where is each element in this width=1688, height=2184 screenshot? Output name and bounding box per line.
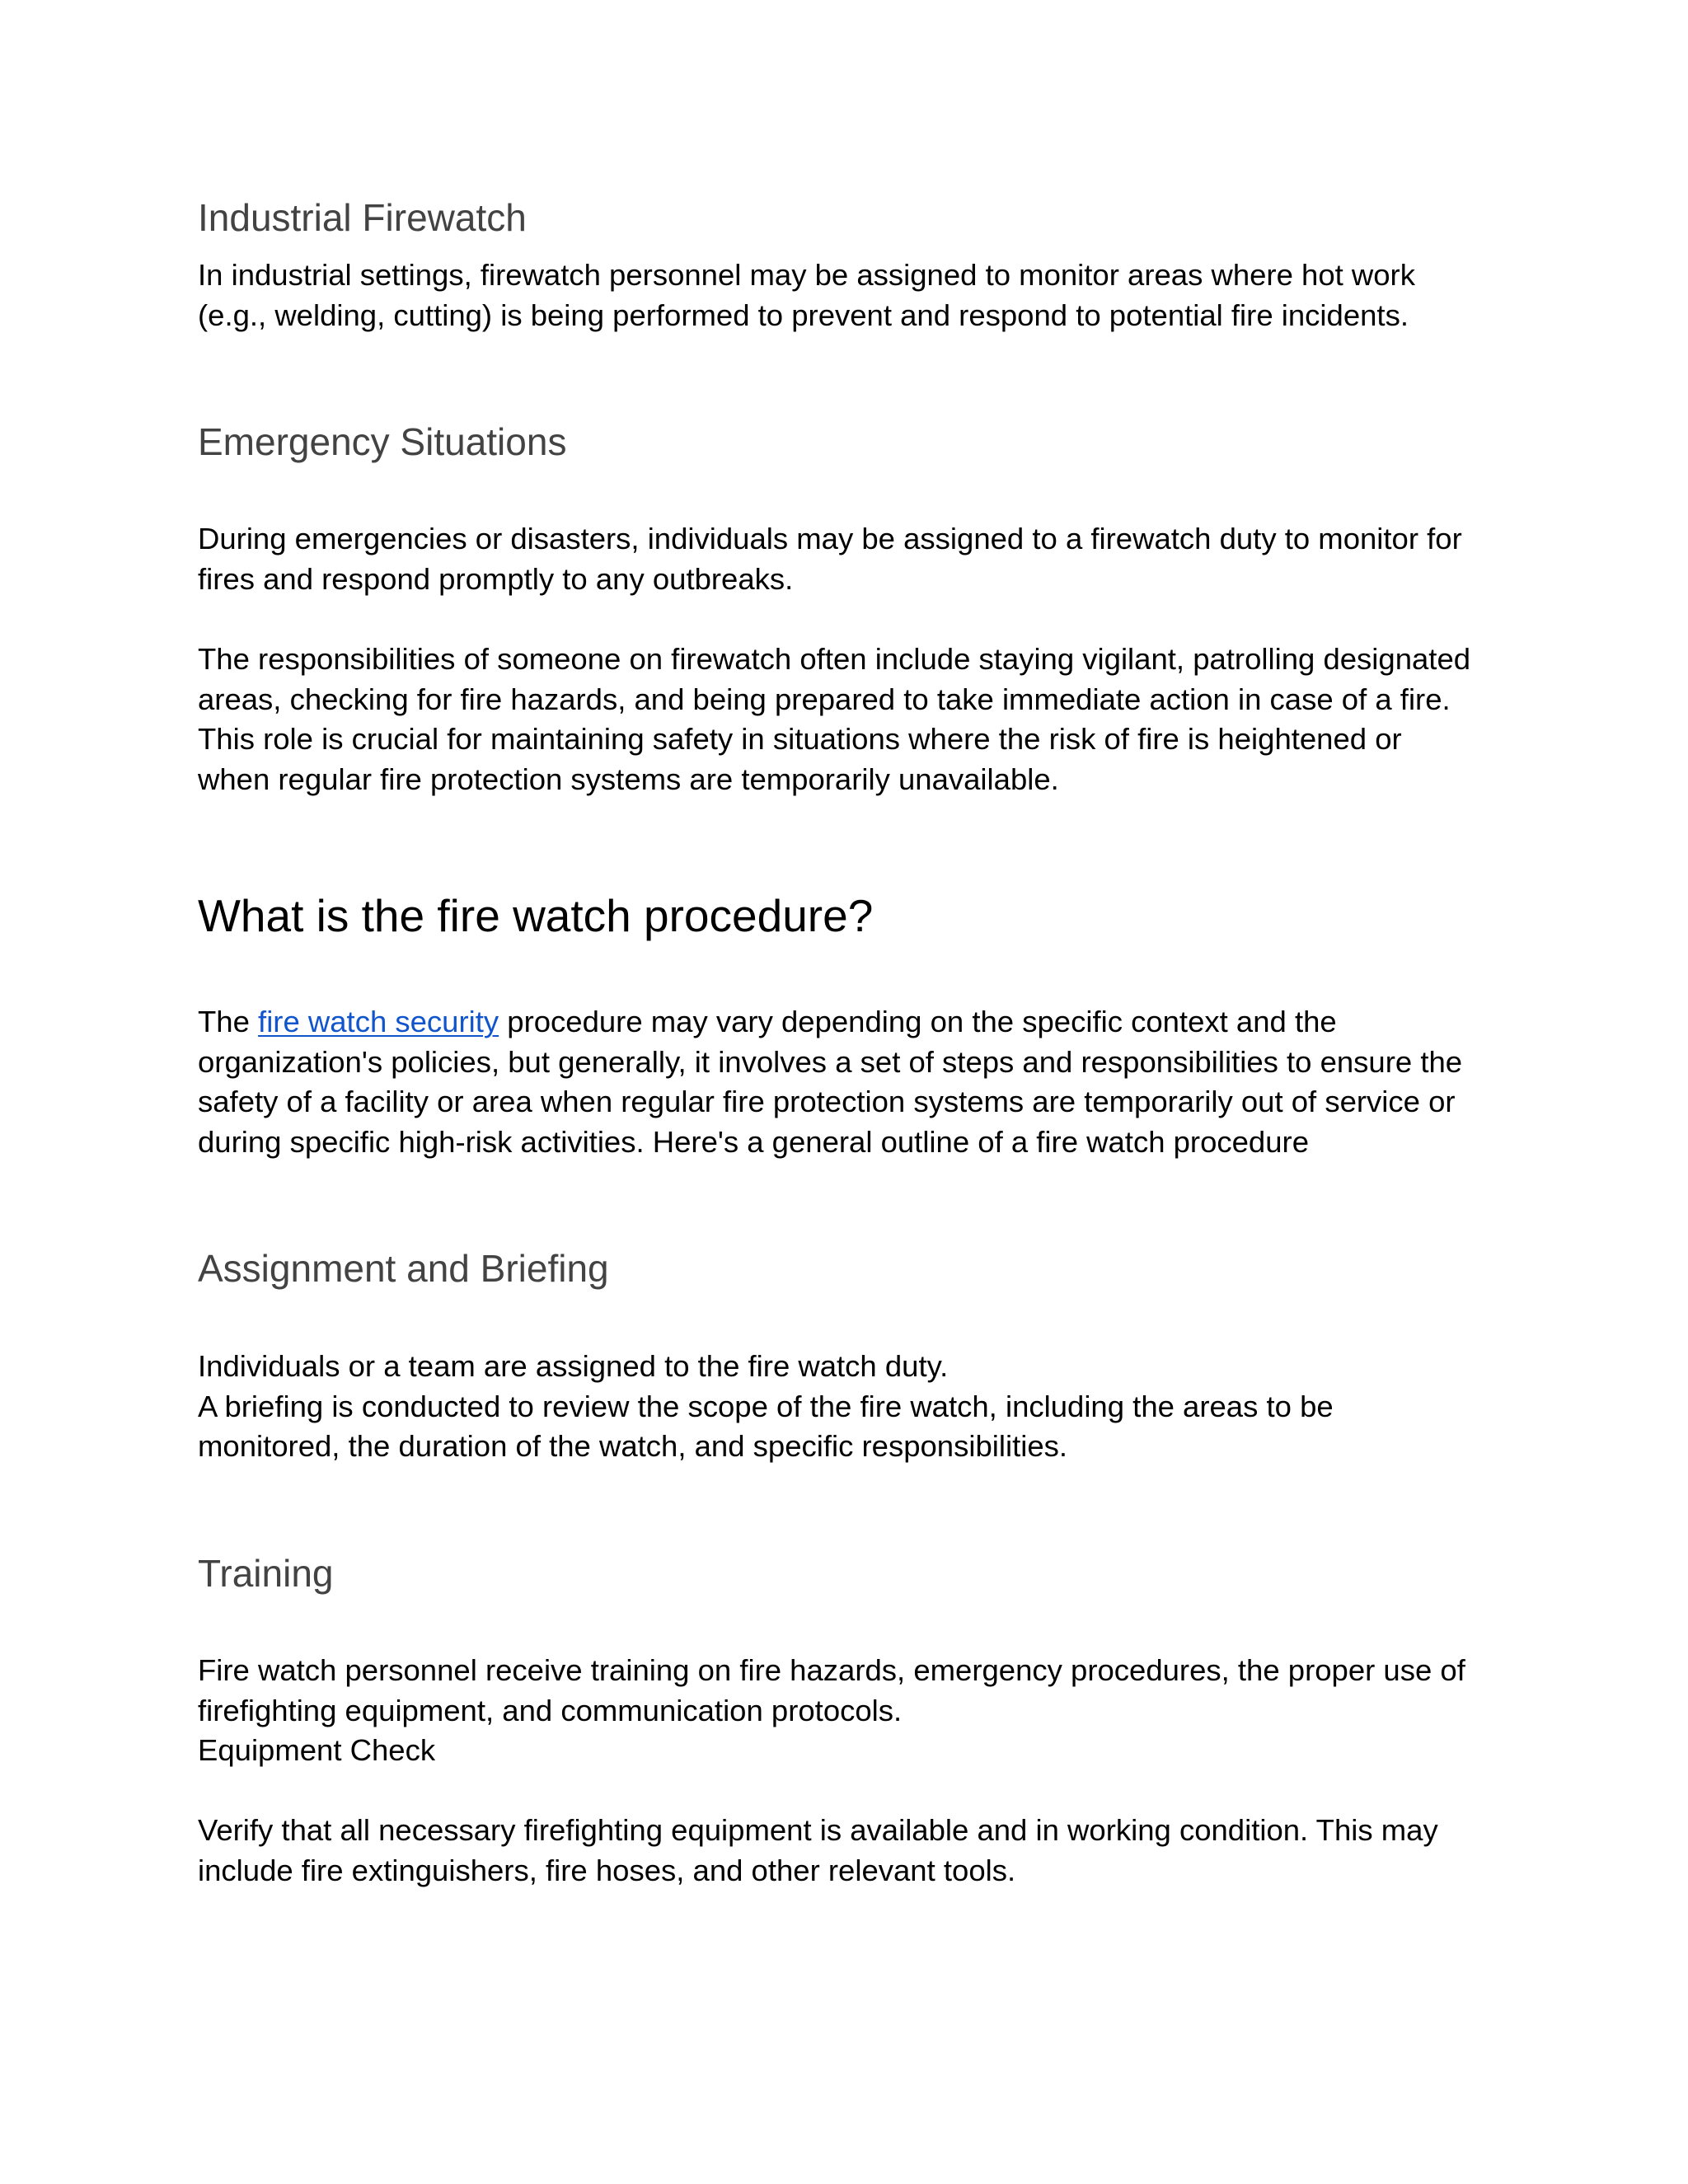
- procedure-line-1: [198, 1002, 1500, 1043]
- training-paragraph-2: [198, 1811, 1500, 1891]
- procedure-intro-prefix: The: [198, 1005, 259, 1038]
- emergency-line-1: During emergencies or disasters, individuals may be assigned to a firewatch duty to monitor for: [198, 522, 1462, 555]
- assignment-paragraph: [198, 1347, 1500, 1467]
- equipment-check-label: Equipment Check: [198, 1733, 436, 1767]
- emergency-situations-paragraph-2: [198, 640, 1500, 799]
- procedure-line-2: organization's policies, but generally, it involves a set of steps and responsibilities to ensure the: [198, 1044, 1463, 1079]
- industrial-firewatch-heading: Industrial Firewatch: [198, 196, 527, 239]
- procedure-line-3: safety of a facility or area when regular fire protection systems are temporarily out of service or: [198, 1085, 1456, 1118]
- industrial-firewatch-line-1: In industrial settings, firewatch personnel may be assigned to monitor areas where hot work: [198, 258, 1415, 292]
- responsibilities-line-1: The responsibilities of someone on firewatch often include staying vigilant, patrolling designated: [198, 642, 1471, 676]
- assignment-line-1: Individuals or a team are assigned to the fire watch duty.: [198, 1349, 949, 1383]
- fire-watch-security-link[interactable]: fire watch security: [258, 1005, 499, 1038]
- training-line-2: firefighting equipment, and communication protocols.: [198, 1693, 903, 1727]
- procedure-intro-suffix: procedure may vary depending on the specific context and the: [499, 1005, 1337, 1038]
- equipment-line-2: include fire extinguishers, fire hoses, and other relevant tools.: [198, 1853, 1016, 1887]
- industrial-firewatch-line-2: (e.g., welding, cutting) is being performed to prevent and respond to potential fire incidents.: [198, 298, 1409, 332]
- emergency-line-2: fires and respond promptly to any outbreaks.: [198, 561, 794, 596]
- procedure-line-4: during specific high-risk activities. Here's a general outline of a fire watch procedure: [198, 1124, 1309, 1159]
- training-paragraph-1: [198, 1651, 1500, 1771]
- assignment-line-2: A briefing is conducted to review the scope of the fire watch, including the areas to be: [198, 1389, 1334, 1423]
- responsibilities-line-4: when regular fire protection systems are temporarily unavailable.: [198, 762, 1059, 796]
- procedure-heading: What is the fire watch procedure?: [198, 890, 874, 941]
- equipment-line-1: Verify that all necessary firefighting equipment is available and in working condition. This may: [198, 1813, 1438, 1847]
- responsibilities-line-3: This role is crucial for maintaining safety in situations where the risk of fire is heightened or: [198, 722, 1402, 756]
- procedure-paragraph: [198, 1002, 1500, 1162]
- emergency-situations-paragraph-1: [198, 519, 1500, 599]
- responsibilities-line-2: areas, checking for fire hazards, and being prepared to take immediate action in case of a fire.: [198, 682, 1451, 716]
- industrial-firewatch-paragraph: [198, 255, 1500, 335]
- emergency-situations-heading: Emergency Situations: [198, 420, 567, 463]
- assignment-heading: Assignment and Briefing: [198, 1247, 609, 1290]
- training-line-1: Fire watch personnel receive training on fire hazards, emergency procedures, the proper use of: [198, 1653, 1465, 1687]
- training-heading: Training: [198, 1552, 334, 1595]
- assignment-line-3: monitored, the duration of the watch, and specific responsibilities.: [198, 1429, 1068, 1463]
